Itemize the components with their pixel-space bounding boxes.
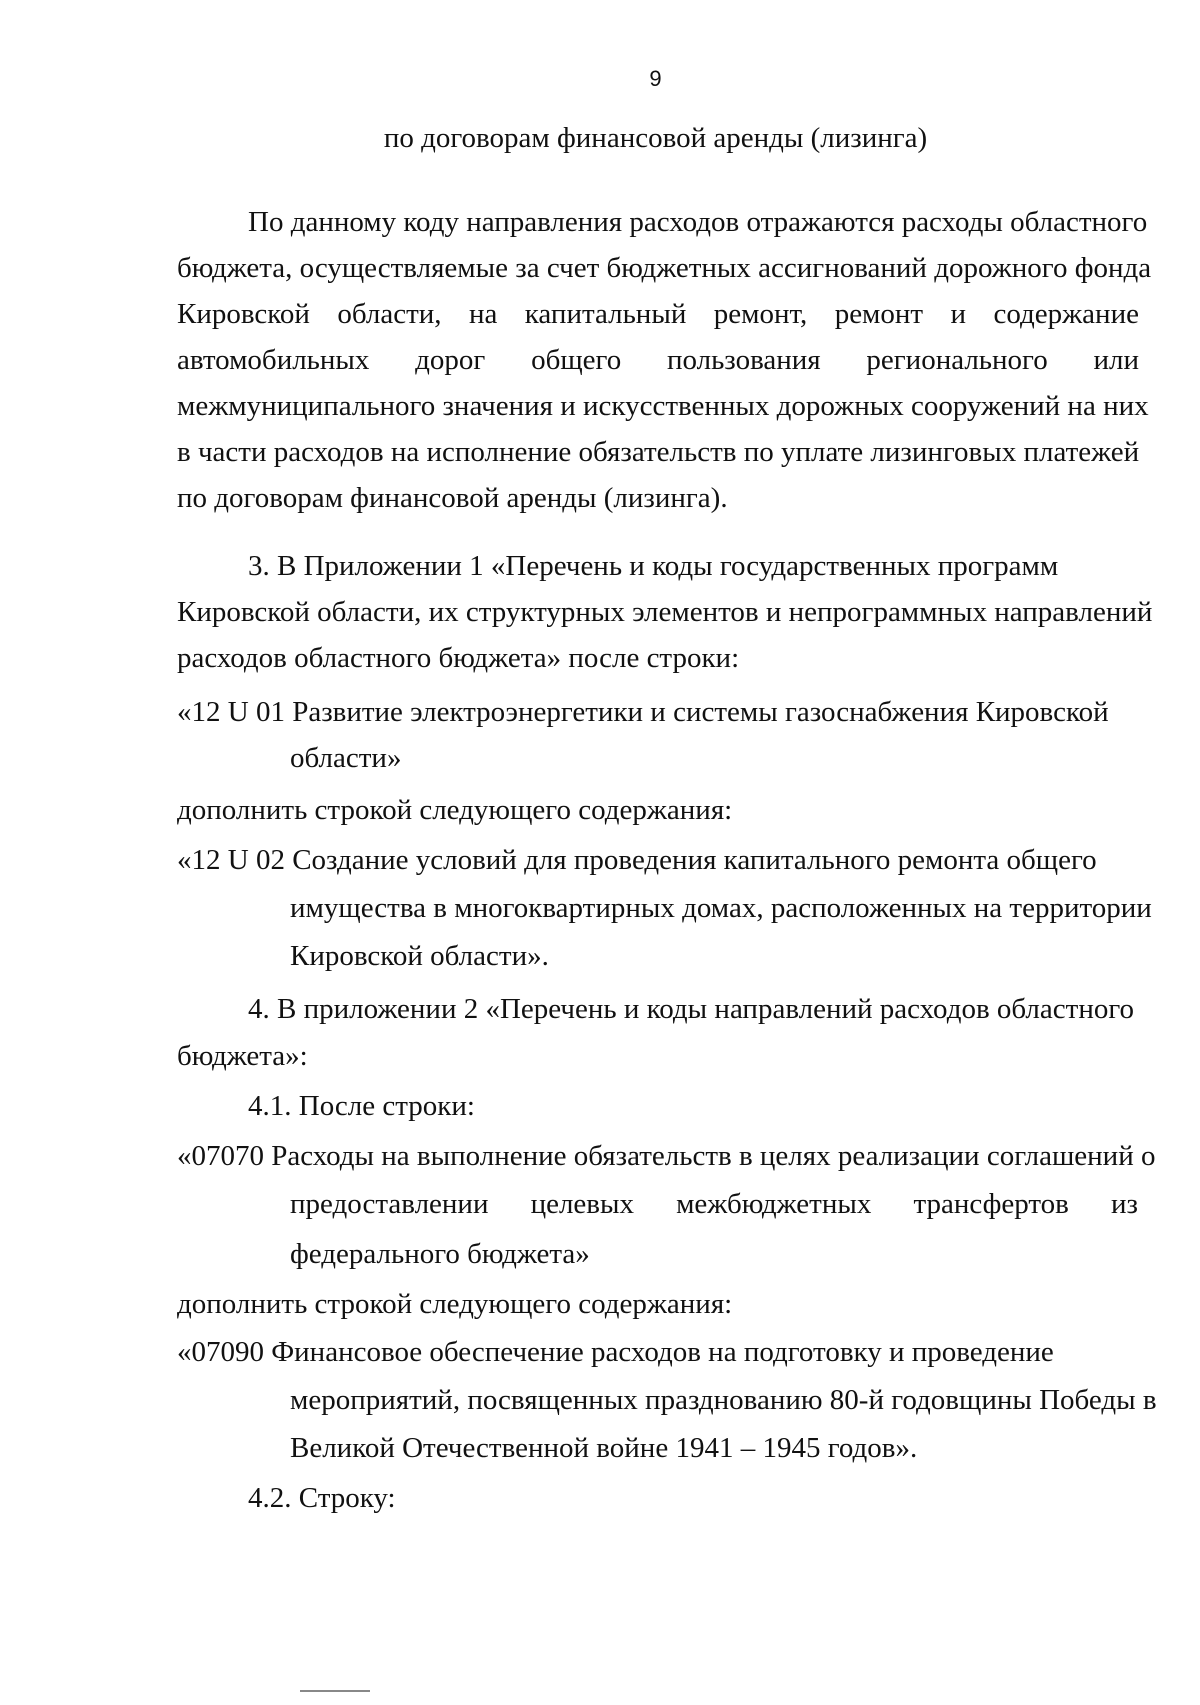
item-4-1-line: 4.1. После строки: [248,1090,475,1122]
word: межбюджетных [676,1188,872,1220]
supplement-line: дополнить строкой следующего содержания: [177,794,733,826]
paragraph-line-justified [177,343,1139,377]
word: на [468,298,498,330]
word: регионального [866,344,1048,376]
paragraph-line: в части расходов на исполнение обязательств по уплате лизинговых платежей [177,436,1140,468]
item-4-2-line: 4.2. Строку: [248,1482,396,1514]
paragraph-line: По данному коду направления расходов отражаются расходы областного [248,206,1148,238]
paragraph-line: по договорам финансовой аренды (лизинга). [177,482,728,514]
item-4-line: 4. В приложении 2 «Перечень и коды направлений расходов областного [248,993,1135,1025]
section-heading: по договорам финансовой аренды (лизинга) [383,122,928,154]
paragraph-line: бюджета, осуществляемые за счет бюджетных ассигнований дорожного фонда [177,252,1152,284]
code-row-12u02-continuation: Кировской области». [290,940,549,972]
word: автомобильных [177,344,370,376]
code-row-07090-continuation: мероприятий, посвященных празднованию 80-й годовщины Победы в [290,1384,1157,1416]
code-row-12u02: «12 U 02 Создание условий для проведения капитального ремонта общего [177,844,1097,876]
item-3-line: Кировской области, их структурных элементов и непрограммных направлений [177,596,1153,628]
supplement-line: дополнить строкой следующего содержания: [177,1288,733,1320]
item-3-line: расходов областного бюджета» после строки: [177,642,740,674]
word: трансфертов [913,1188,1069,1220]
word: пользования [666,344,821,376]
word: капитальный [524,298,687,330]
word: целевых [530,1188,634,1220]
word: общего [531,344,622,376]
word: Кировской [177,298,310,330]
code-row-07070: «07070 Расходы на выполнение обязательств в целях реализации соглашений о [177,1140,1156,1172]
code-row-07090: «07090 Финансовое обеспечение расходов на подготовку и проведение [177,1336,1054,1368]
code-row-07070-continuation [290,1187,1138,1221]
page-number: 9 [649,66,662,91]
code-row-07090-continuation: Великой Отечественной войне 1941 – 1945 годов». [290,1432,918,1464]
item-4-line: бюджета»: [177,1040,308,1072]
word: содержание [993,298,1139,330]
word: из [1110,1188,1138,1220]
code-row-12u01-continuation: области» [290,742,402,774]
code-row-07070-continuation: федерального бюджета» [290,1238,590,1270]
paragraph-line-justified [177,297,1139,331]
word: предоставлении [290,1188,489,1220]
word: ремонт, [713,298,808,330]
code-row-12u02-continuation: имущества в многоквартирных домах, расположенных на территории [290,892,1152,924]
word: или [1093,344,1139,376]
paragraph-line: межмуниципального значения и искусственных дорожных сооружений на них [177,390,1149,422]
word: дорог [415,344,486,376]
word: области, [337,298,442,330]
word: и [950,298,967,330]
scan-artifact-divider [300,1690,370,1692]
code-row-12u01: «12 U 01 Развитие электроэнергетики и системы газоснабжения Кировской [177,696,1109,728]
item-3-line: 3. В Приложении 1 «Перечень и коды государственных программ [248,550,1059,582]
word: ремонт [834,298,924,330]
